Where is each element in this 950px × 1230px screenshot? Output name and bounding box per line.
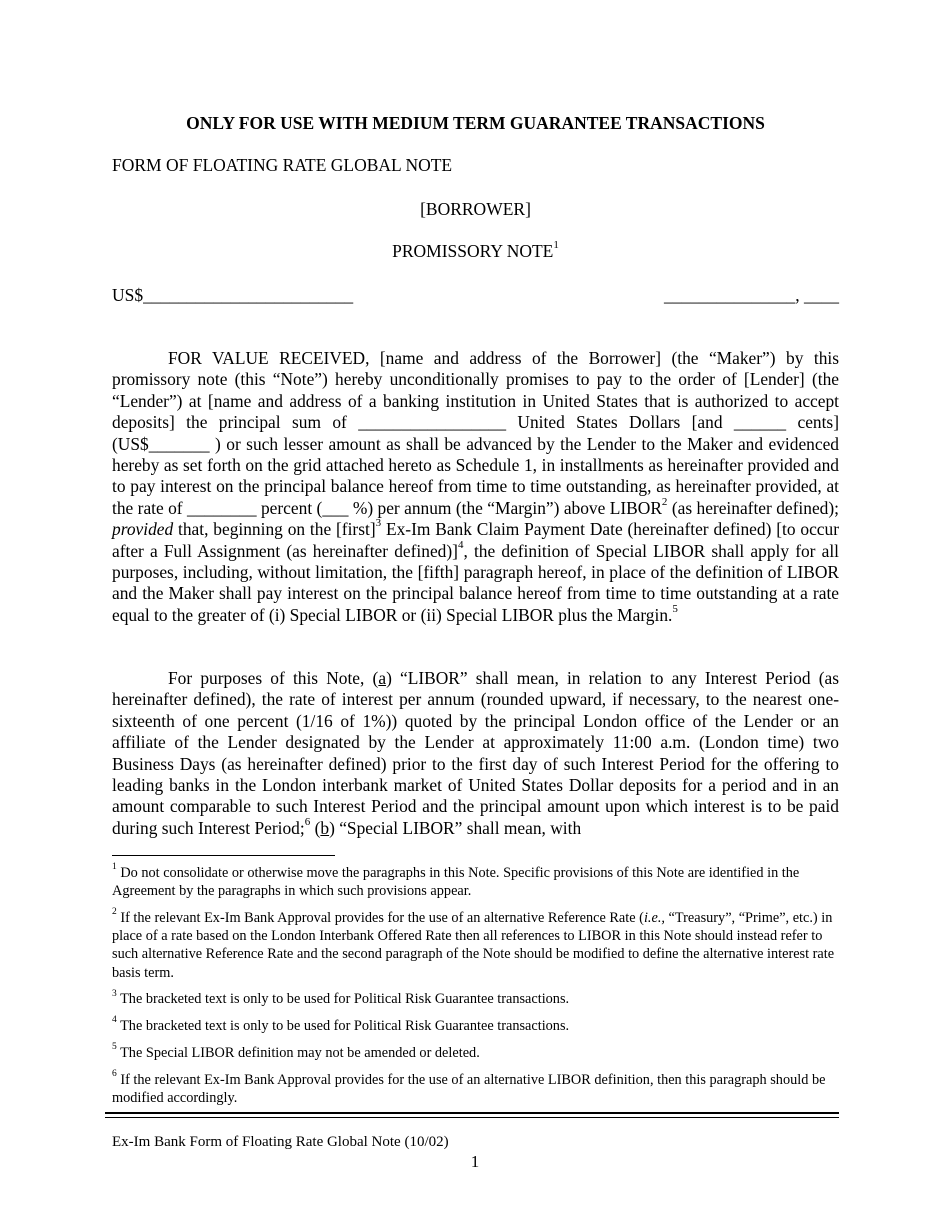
principal-amount-blank: US$________________________ [112,285,354,305]
p2-letter-a: a [378,668,387,688]
footnote-number: 4 [112,1015,117,1026]
footnote-number: 3 [112,988,117,999]
p1-text-a: FOR VALUE RECEIVED, [name and address of the Borrower] (the “Maker”) by this promissory note (this “Note”) hereby unconditionally promises to pay to the order of [Lender] (the “Lender”) at [name and address of a banking institution in United States that is authorized to accept deposits] the principal sum of _________________ United States Dollars [and ______ cents] (US$_______ ) or such lesser amount as shall be advanced by the Lender to the Maker and evidenced hereby as set forth on the grid attached hereto as Schedule 1, in installments as hereinafter provided and to pay interest on the principal balance hereof from time to time outstanding, as hereinafter provided, at the rate of ________ percent (___ %) per annum (the “Margin”) above LIBOR [112,348,839,518]
footnote-number: 1 [112,862,117,873]
footnote [112,864,839,900]
footnote-ref-5: 5 [672,603,678,616]
footnotes [112,864,839,1116]
paragraph-libor-definition [112,668,839,839]
footnote-text: If the relevant Ex-Im Bank Approval provides for the use of an alternative LIBOR definition, then this paragraph should be modified accordingly. [112,1071,826,1106]
promissory-note-title: PROMISSORY NOTE [392,241,554,261]
footer-double-rule [105,1112,839,1118]
footnote-text: The bracketed text is only to be used for Political Risk Guarantee transactions. [116,991,570,1008]
footnote [112,1071,839,1107]
p1-text-e: , the definition of Special LIBOR shall apply for all purposes, including, without limitation, the [fifth] paragraph hereof, in place of the definition of LIBOR and the Maker shall pay interest on the principal balance hereof from time to time outstanding at a rate equal to the greater of (i) Special LIBOR or (ii) Special LIBOR plus the Margin. [112,540,839,625]
restriction-heading: ONLY FOR USE WITH MEDIUM TERM GUARANTEE TRANSACTIONS [186,113,765,133]
footnote-number: 2 [112,907,117,918]
date-blank: _______________, ____ [664,285,839,305]
footnote-text: If the relevant Ex-Im Bank Approval provides for the use of an alternative Reference Rate ( [116,910,644,926]
footnote-ref-3: 3 [375,517,382,530]
p2-text-d: ) “Special LIBOR” shall mean, with [329,817,582,838]
footnote-number: 5 [112,1042,117,1053]
footnote-ref-2: 2 [661,496,668,509]
promissory-note-heading [112,241,839,262]
p2-letter-b: b [320,817,330,838]
p2-text-a: For purposes of this Note, ( [168,668,379,688]
footnote-text: “Treasury”, “Prime”, etc.) in place of a rate based on the London Interbank Offered Rate then all references to LIBOR in this Note should instead refer to such alternative Reference Rate and the second paragraph of the Note should be modified to define the alternative interest rate basis term. [112,910,835,981]
footnote-separator [112,855,335,856]
footnote [112,990,839,1008]
footnote [112,1017,839,1035]
footnote-text: The bracketed text is only to be used for Political Risk Guarantee transactions. [116,1018,570,1035]
footnote-text: The Special LIBOR definition may not be amended or deleted. [116,1045,480,1061]
p1-provided: provided [112,519,174,540]
p2-text-c: ( [310,817,321,838]
form-title: FORM OF FLOATING RATE GLOBAL NOTE [112,155,453,175]
footnote-ref-1: 1 [553,239,559,252]
amount-date-line [112,285,839,306]
footnote [112,909,839,982]
footnote-ie: i.e., [643,910,665,926]
footnote-ref-6: 6 [304,816,311,829]
footnote-number: 6 [112,1069,117,1080]
footnote-ref-4: 4 [457,538,464,551]
footer-form-label: Ex-Im Bank Form of Floating Rate Global Note (10/02) [112,1134,449,1150]
p1-text-c: that, beginning on the [first] [173,519,376,540]
p1-text-d: Ex-Im Bank Claim Payment Date (hereinafter defined) [to occur after a Full Assignment (as hereinafter defined)] [112,519,840,561]
page-number: 1 [470,1152,480,1171]
footnote [112,1044,839,1062]
paragraph-value-received [112,348,839,626]
p1-text-b: (as hereinafter defined); [667,497,839,518]
footnote-text: Do not consolidate or otherwise move the paragraphs in this Note. Specific provisions of this Note are identified in the Agreement by the paragraphs in which such provisions appear. [112,865,800,900]
borrower-heading: [BORROWER] [420,199,531,219]
p2-text-b: ) “LIBOR” shall mean, in relation to any Interest Period (as hereinafter defined), the rate of interest per annum (rounded upward, if necessary, to the nearest one-sixteenth of one percent (1/16 of 1%)) quoted by the principal London office of the Lender or an affiliate of the Lender designated by the Lender at approximately 11:00 a.m. (London time) two Business Days (as hereinafter defined) prior to the first day of such Interest Period for the offering to leading banks in the London interbank market of United States Dollar deposits for a period and in an amount comparable to such Interest Period and the principal amount upon which interest is to be paid during such Interest Period; [112,668,839,838]
